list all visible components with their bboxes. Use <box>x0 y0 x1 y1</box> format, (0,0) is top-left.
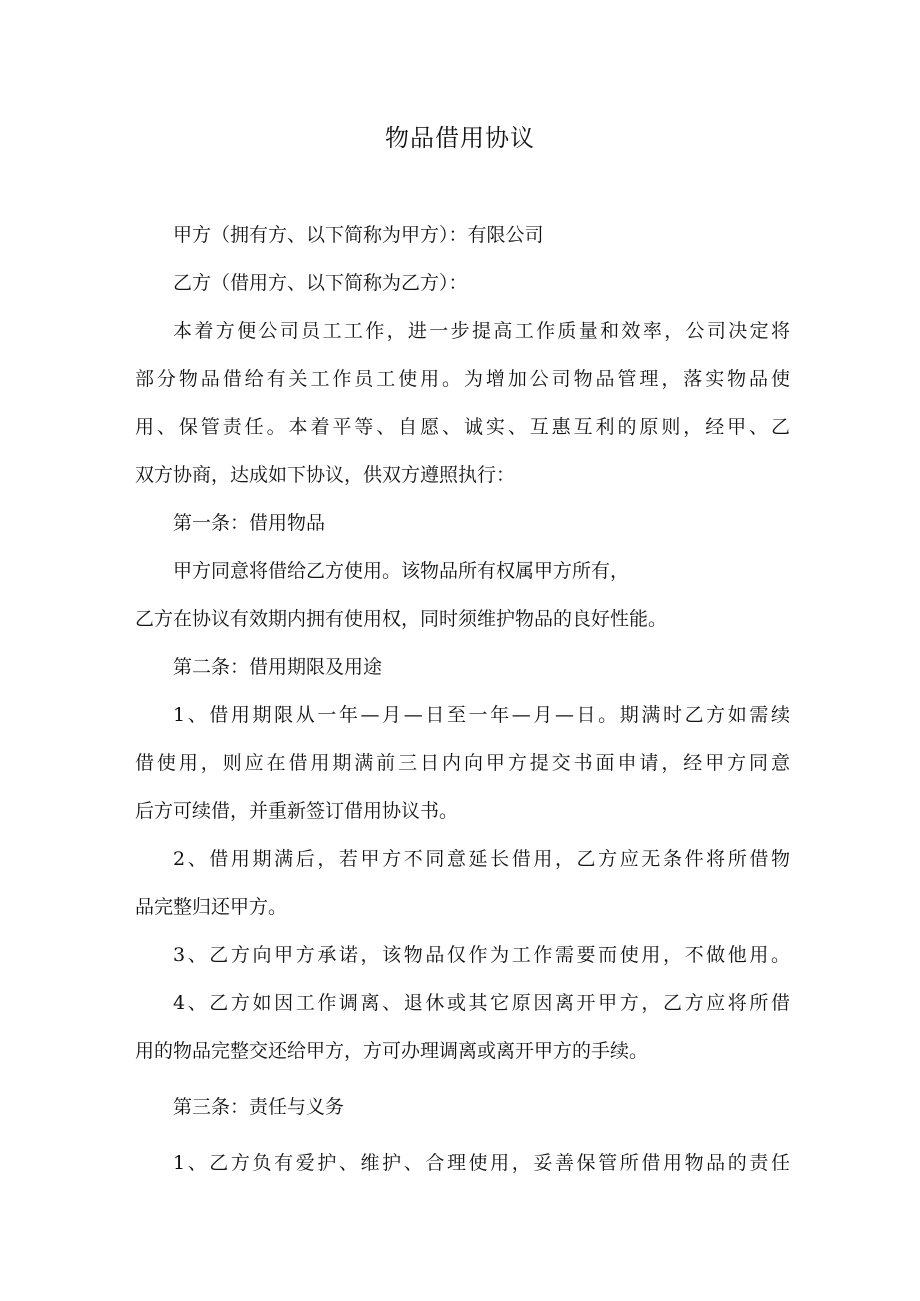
article-2-heading: 第二条：借用期限及用途 <box>173 656 383 678</box>
preamble-line: 双方协商，达成如下协议，供双方遵照执行： <box>135 464 516 486</box>
article-3-clause-1-line: 1、乙方负有爱护、维护、合理使用，妥善保管所借用物品的责任 <box>173 1152 790 1174</box>
document-body <box>135 211 790 1187</box>
preamble-line: 用、保管责任。本着平等、自愿、诚实、互惠互利的原则，经甲、乙 <box>135 416 790 438</box>
article-1-line: 甲方同意将借给乙方使用。该物品所有权属甲方所有， <box>173 560 630 582</box>
article-1-heading: 第一条：借用物品 <box>173 512 326 534</box>
article-2-clause-3-line: 3、乙方向甲方承诺，该物品仅作为工作需要而使用，不做他用。 <box>173 944 790 966</box>
party-b-line: 乙方（借用方、以下简称为乙方）： <box>173 272 468 294</box>
article-2-clause-2-line: 品完整归还甲方。 <box>135 896 288 918</box>
document-title: 物品借用协议 <box>385 124 535 152</box>
preamble-line: 本着方便公司员工工作，进一步提高工作质量和效率，公司决定将 <box>173 320 790 342</box>
party-a-line: 甲方（拥有方、以下简称为甲方）：有限公司 <box>173 224 544 246</box>
article-2-clause-4-line: 用的物品完整交还给甲方，方可办理调离或离开甲方的手续。 <box>135 1040 649 1062</box>
spacer <box>135 1131 790 1139</box>
spacer <box>135 1075 790 1083</box>
article-2-clause-1-line: 借使用，则应在借用期满前三日内向甲方提交书面申请，经甲方同意 <box>135 752 790 774</box>
article-2-clause-4-line: 4、乙方如因工作调离、退休或其它原因离开甲方，乙方应将所借 <box>173 992 790 1014</box>
article-3-heading: 第三条：责任与义务 <box>173 1096 345 1118</box>
article-2-clause-2-line: 2、借用期满后，若甲方不同意延长借用，乙方应无条件将所借物 <box>173 848 790 870</box>
article-2-clause-1-line: 后方可续借，并重新签订借用协议书。 <box>135 800 459 822</box>
article-2-clause-1-line: 1、借用期限从一年—月—日至一年—月—日。期满时乙方如需续 <box>173 704 790 726</box>
preamble-line: 部分物品借给有关工作员工使用。为增加公司物品管理，落实物品使 <box>135 368 790 390</box>
article-1-line: 乙方在协议有效期内拥有使用权，同时须维护物品的良好性能。 <box>135 608 668 630</box>
